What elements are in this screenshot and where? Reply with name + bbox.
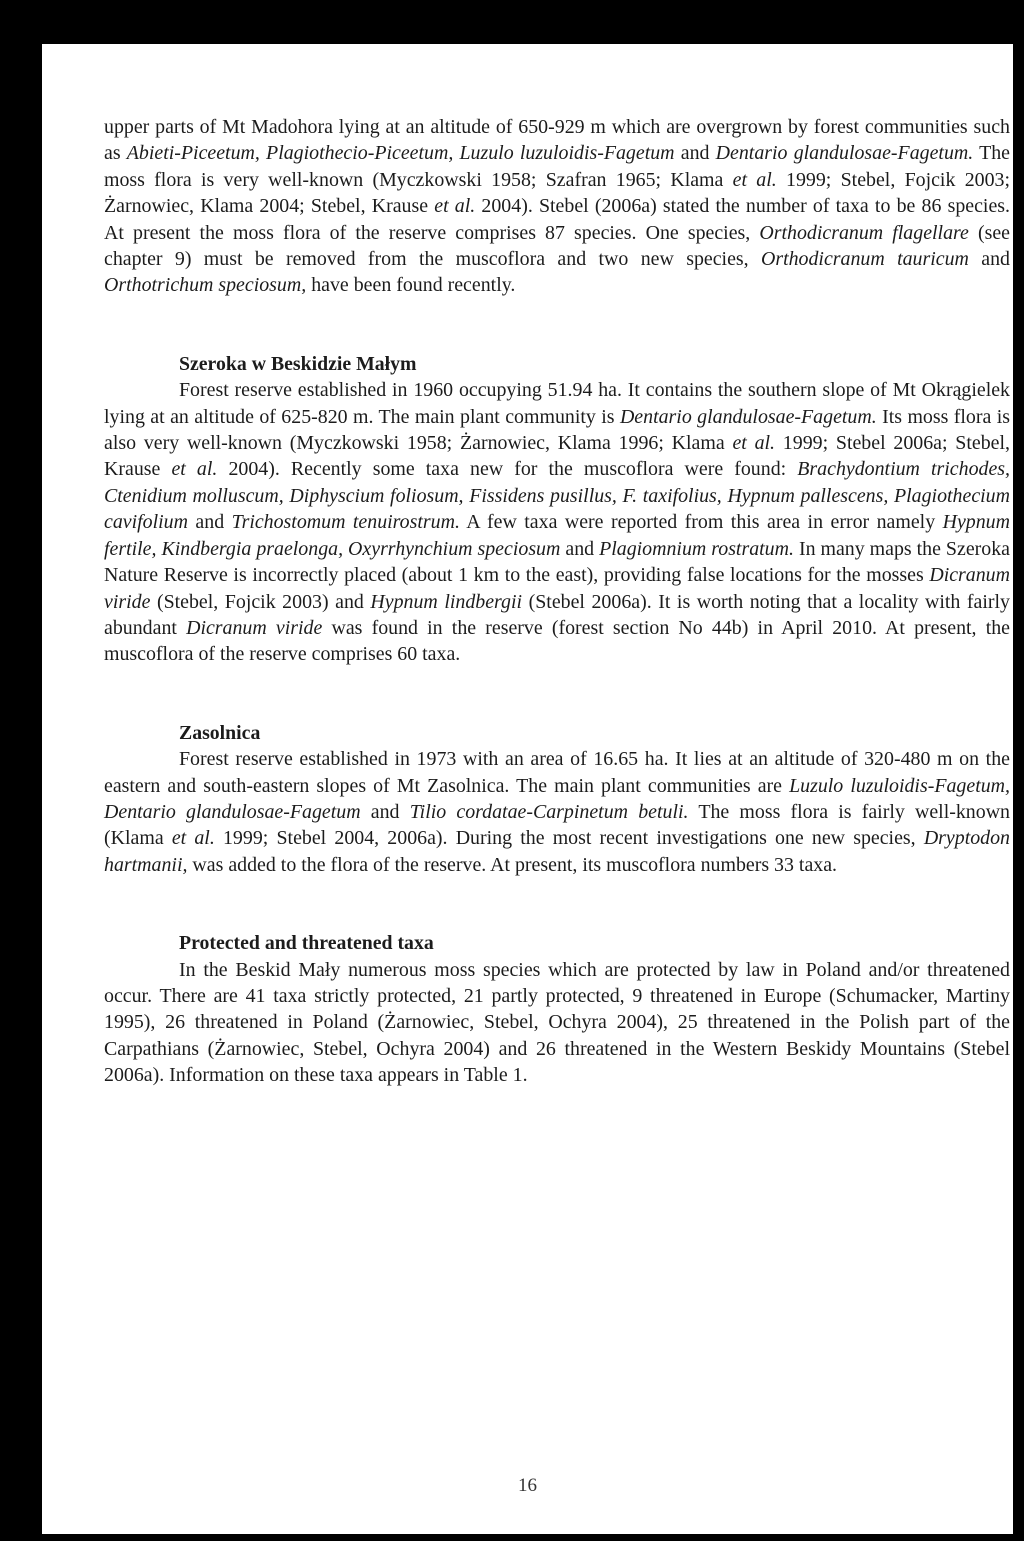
text-run: Forest reserve established in 1973 with an area of 16.65 ha. It lies at an altitude of 320-480 m on the eastern and south-eastern slopes of Mt Zasolnica. The main plant communities are (104, 748, 1010, 797)
taxon-name: Dentario glandulosae-Fagetum. (715, 142, 974, 165)
taxon-name: Brachydontium trichodes, Ctenidium molluscum, Diphyscium foliosum, Fissidens pusillus, F. taxifolius, Hypnum pallescens, Plagiothecium cavifolium (104, 458, 1011, 534)
text-run: A few taxa were reported from this area in error namely (459, 511, 943, 534)
taxon-name: Dicranum viride (104, 564, 1010, 613)
taxon-name: Hypnum fertile, Kindbergia praelonga, Oxyrrhynchium speciosum (104, 511, 1010, 560)
taxon-name: Orthodicranum flagellare (759, 221, 969, 244)
text-run: (see chapter 9) must be removed from the muscoflora and two new species, (104, 221, 1010, 271)
text-run: The moss flora is fairly well-known (Klama (104, 800, 1010, 850)
heading-protected: Protected and threatened taxa (179, 932, 434, 955)
citation-abbrev: et al. (732, 168, 777, 191)
text-run: and (187, 511, 232, 534)
heading-szeroka: Szeroka w Beskidzie Małym (179, 352, 417, 375)
text-run: (Stebel 2006a). It is worth noting that a locality with fairly abundant (104, 590, 1010, 639)
text-run: 2004). Recently some taxa new for the muscoflora were found: (217, 458, 798, 481)
protected-paragraph (104, 957, 1010, 1089)
taxon-name: Tilio cordatae-Carpinetum betuli. (409, 800, 689, 823)
text-run: 1999; Stebel 2004, 2006a). During the most recent investigations one new species, (214, 827, 924, 850)
text-run: In the Beskid Mały numerous moss species which are protected by law in Poland and/or threatened occur. There are 41 taxa strictly protected, 21 partly protected, 9 threatened in Europe (Schumacker, Martiny 1995), 26 threatened in Poland (Żarnowiec, Stebel, Ochyra 2004), 25 threatened in the Polish part of the Carpathians (Żarnowiec, Stebel, Ochyra 2004) and 26 threatened in the Western Beskidy Mountains (Stebel 2006a). Information on these taxa appears in Table 1. (104, 958, 1010, 1087)
heading-zasolnica: Zasolnica (179, 721, 261, 744)
text-run: 1999; Stebel 2006a; Stebel, Krause (104, 432, 1010, 481)
section-spacer (104, 668, 1010, 720)
text-run: and (674, 142, 716, 165)
document-page (42, 44, 1013, 1534)
zasolnica-paragraph (104, 746, 1010, 878)
citation-abbrev: et al. (171, 827, 215, 850)
text-run: 1999; Stebel, Fojcik 2003; Żarnowiec, Klama 2004; Stebel, Krause (104, 168, 1010, 218)
taxon-name: Orthodicranum tauricum (760, 248, 969, 271)
text-column (104, 114, 1010, 1089)
text-run: was added to the flora of the reserve. At present, its muscoflora numbers 33 taxa. (187, 853, 838, 876)
taxon-name: Dentario glandulosae-Fagetum. (619, 405, 877, 428)
taxon-name: Plagiomnium rostratum. (599, 537, 794, 560)
taxon-name: Dryptodon hartmanii, (104, 827, 1010, 876)
text-run: upper parts of Mt Madohora lying at an altitude of 650-929 m which are overgrown by forest communities such as (104, 116, 1010, 165)
text-run: and (560, 537, 600, 560)
szeroka-paragraph (104, 377, 1010, 667)
section-spacer (104, 878, 1010, 930)
citation-abbrev: et al. (171, 458, 218, 481)
taxon-name: Dicranum viride (186, 616, 323, 639)
text-run: In many maps the Szeroka Nature Reserve is incorrectly placed (about 1 km to the east), providing false locations for the mosses (104, 537, 1010, 587)
intro-paragraph (104, 114, 1010, 299)
taxon-name: Orthotrichum speciosum, (104, 274, 307, 297)
text-run: have been found recently. (306, 274, 516, 297)
text-run: and (968, 248, 1010, 271)
taxon-name: Luzulo luzuloidis-Fagetum, Dentario glandulosae-Fagetum (104, 774, 1010, 823)
taxon-name: Trichostomum tenuirostrum. (231, 511, 460, 534)
taxon-name: Hypnum lindbergii (370, 590, 523, 613)
page-number: 16 (518, 1475, 537, 1496)
citation-abbrev: et al. (434, 195, 476, 218)
text-run: Forest reserve established in 1960 occupying 51.94 ha. It contains the southern slope of Mt Okrągielek lying at an altitude of 625-820 m. The main plant community is (104, 379, 1010, 428)
citation-abbrev: et al. (732, 432, 776, 455)
taxon-name: Abieti-Piceetum, Plagiothecio-Piceetum, Luzulo luzuloidis-Fagetum (126, 142, 675, 165)
section-spacer (104, 299, 1010, 351)
text-run: and (360, 800, 410, 823)
text-run: (Stebel, Fojcik 2003) and (150, 590, 371, 613)
text-run: was found in the reserve (forest section No 44b) in April 2010. At present, the muscoflora of the reserve comprises 60 taxa. (104, 616, 1010, 666)
text-run: The moss flora is very well-known (Myczkowski 1958; Szafran 1965; Klama (104, 142, 1010, 191)
text-run: Its moss flora is also very well-known (Myczkowski 1958; Żarnowiec, Klama 1996; Klama (104, 405, 1010, 455)
text-run: 2004). Stebel (2006a) stated the number of taxa to be 86 species. At present the moss flora of the reserve comprises 87 species. One species, (104, 195, 1010, 244)
